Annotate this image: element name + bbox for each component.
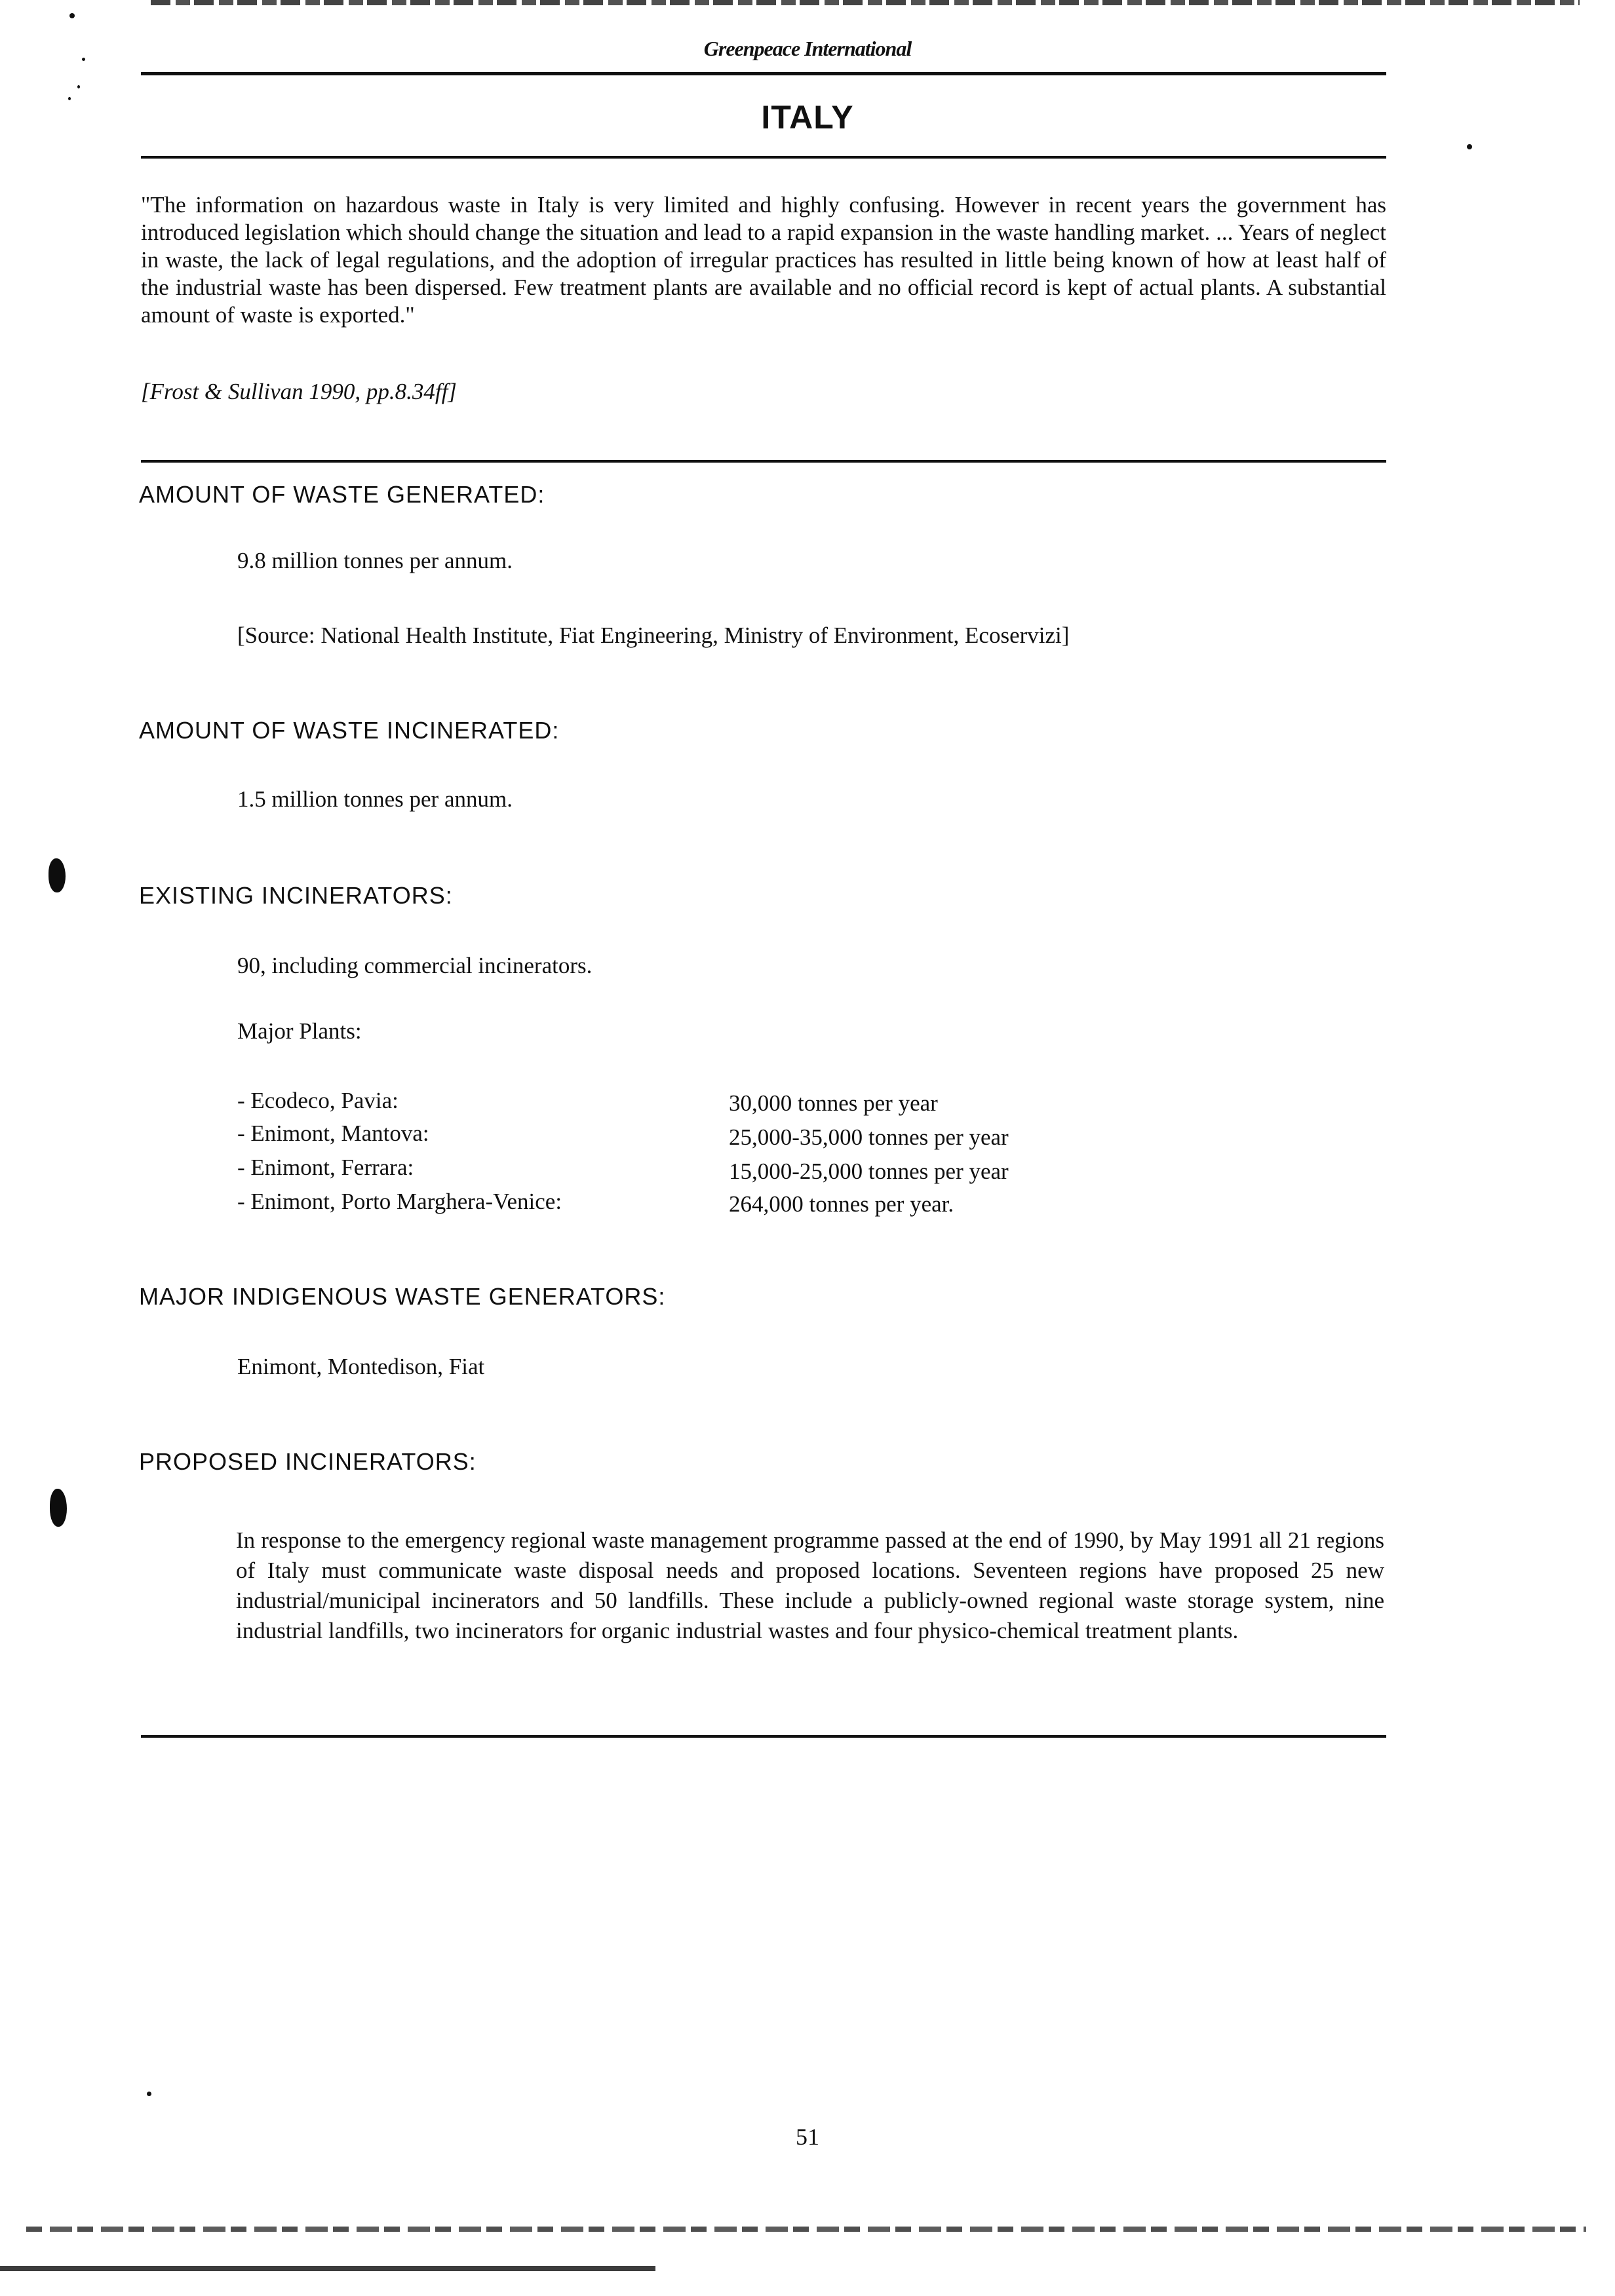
- page-number: 51: [796, 2124, 819, 2150]
- proposed-incinerators-text: In response to the emergency regional waste management programme passed at the end of 1990, by May 1991 all 21 regions of Italy must communicate waste disposal needs and proposed locations. Seventeen regions have proposed 25 new industrial/municipal incinerators and 50 landfills. These include a publicly-owned regional waste storage system, nine industrial landfills, two incinerators for organic industrial wastes and four physico-chemical treatment plants.: [236, 1527, 1384, 1643]
- scan-edge-top: [151, 0, 1580, 5]
- plant-capacity: 25,000-35,000 tonnes per year: [729, 1124, 1009, 1150]
- section-heading-generated: AMOUNT OF WASTE GENERATED:: [139, 481, 545, 508]
- major-plants-label: Major Plants:: [237, 1018, 362, 1044]
- scan-speck: [1467, 144, 1472, 149]
- scan-speck: [69, 13, 75, 18]
- plant-name: - Enimont, Ferrara:: [237, 1155, 414, 1180]
- waste-incinerated-value: 1.5 million tonnes per annum.: [237, 786, 513, 812]
- waste-generated-value: 9.8 million tonnes per annum.: [237, 548, 513, 573]
- waste-generators-value: Enimont, Montedison, Fiat: [237, 1354, 485, 1379]
- page-title: ITALY: [761, 99, 854, 136]
- binding-hole-mark: [50, 1489, 67, 1527]
- binding-hole-mark: [49, 858, 66, 892]
- intro-citation: [Frost & Sullivan 1990, pp.8.34ff]: [141, 379, 457, 404]
- plant-capacity: 15,000-25,000 tonnes per year: [729, 1158, 1009, 1184]
- section-heading-existing: EXISTING INCINERATORS:: [139, 882, 453, 909]
- section-heading-generators: MAJOR INDIGENOUS WASTE GENERATORS:: [139, 1283, 666, 1310]
- existing-incinerators-value: 90, including commercial incinerators.: [237, 953, 593, 978]
- plant-capacity: 264,000 tonnes per year.: [729, 1191, 954, 1217]
- scan-speck: [77, 85, 80, 88]
- plant-name: - Ecodeco, Pavia:: [237, 1088, 399, 1113]
- section-heading-proposed: PROPOSED INCINERATORS:: [139, 1448, 477, 1475]
- closing-rule: [141, 1735, 1386, 1738]
- plant-name: - Enimont, Mantova:: [237, 1120, 429, 1146]
- scan-edge-bottom-bar: [0, 2266, 655, 2271]
- scan-edge-bottom: [26, 2227, 1586, 2232]
- section-heading-incinerated: AMOUNT OF WASTE INCINERATED:: [139, 717, 560, 744]
- header-rule: [141, 72, 1386, 75]
- waste-generated-source: [Source: National Health Institute, Fiat Engineering, Ministry of Environment, Ecoservizi]: [237, 622, 1070, 648]
- running-head: Greenpeace International: [703, 37, 912, 60]
- plant-name: - Enimont, Porto Marghera-Venice:: [237, 1189, 562, 1214]
- plant-capacity: 30,000 tonnes per year: [729, 1090, 938, 1116]
- scan-speck: [147, 2092, 151, 2096]
- intro-rule: [141, 460, 1386, 463]
- intro-quote: "The information on hazardous waste in Italy is very limited and highly confusing. However in recent years the government has introduced legislation which should change the situation and lead to a rapid expansion in the waste handling market. ... Years of neglect in waste, the lack of legal regulations, and the adoption of irregular practices has resulted in little being known of how at least half of the industrial waste has been dispersed. Few treatment plants are available and no official record is kept of actual plants. A substantial amount of waste is exported.": [141, 192, 1386, 328]
- title-rule: [141, 156, 1386, 159]
